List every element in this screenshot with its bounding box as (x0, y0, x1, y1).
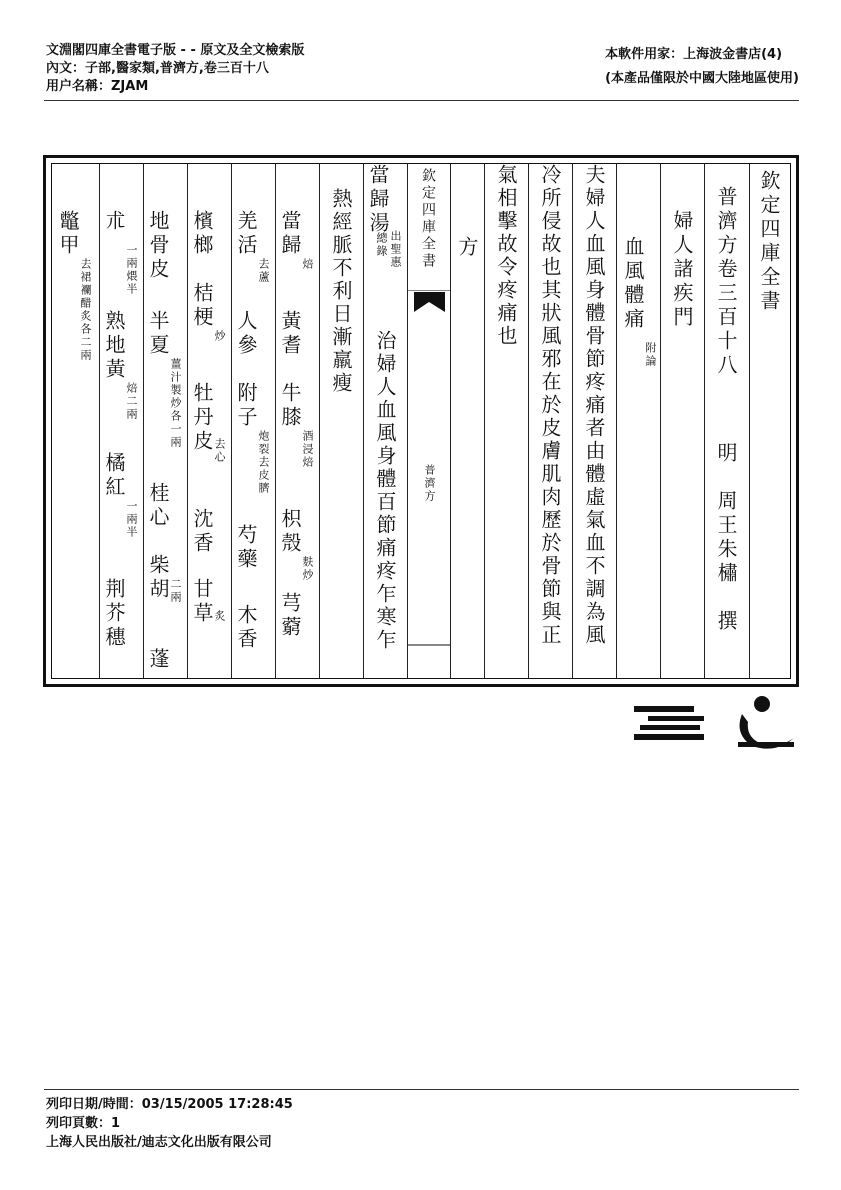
text-line: 冷所侵故也其狀風邪在於皮膚肌肉歷於骨節與正 (538, 164, 562, 647)
ingredient-note: 去裙襴醋炙各二兩 (79, 258, 92, 362)
column-16 (52, 164, 99, 678)
column-13 (187, 164, 232, 678)
header-username: 用户名稱：ZJAM (46, 79, 149, 94)
ingredient: 桔梗 (190, 282, 214, 330)
ingredient: 半夏 (146, 310, 170, 358)
ingredient-note: 焙二兩 (125, 382, 138, 421)
ingredient: 蓬 (146, 648, 170, 672)
header-divider (44, 100, 799, 101)
ingredient-note: 去蘆 (257, 258, 270, 284)
header-info (46, 42, 304, 96)
column-3 (660, 164, 705, 678)
margin-book-title: 欽定四庫全書 (420, 168, 436, 270)
ingredient-note: 炙 (213, 610, 226, 623)
header-licensee: 本軟件用家：上海波金書店(4) (605, 47, 783, 62)
text-line: 熱經脈不利日漸羸瘦 (329, 188, 353, 395)
volume-title: 普濟方卷三百十八 (714, 186, 738, 378)
ingredient: 桂心 (146, 482, 170, 530)
text-grid (51, 163, 791, 679)
ingredient: 檳榔 (190, 210, 214, 258)
ingredient-note: 二兩 (169, 578, 182, 604)
column-9 (363, 164, 408, 678)
ingredient: 鼈甲 (56, 210, 80, 258)
ingredient: 芍藥 (234, 524, 258, 572)
publisher-logo-seal (732, 694, 800, 756)
fish-tail-column (407, 164, 451, 678)
column-11 (275, 164, 320, 678)
ingredient: 熟地黃 (102, 310, 126, 382)
fish-tail-line (408, 644, 451, 646)
author-line: 明 周王朱橚 撰 (714, 442, 738, 634)
ingredient: 羌活 (234, 210, 258, 258)
fish-tail-mark (408, 290, 451, 330)
ingredient: 人參 (234, 310, 258, 358)
footer-info (46, 1095, 293, 1152)
ingredient: 木香 (234, 604, 258, 652)
subsection-note: 附論 (644, 342, 657, 368)
ingredient: 地骨皮 (146, 210, 170, 282)
ingredient-note: 一兩煨半 (125, 244, 138, 296)
ingredient-note: 薑汁製炒各一兩 (169, 358, 182, 449)
ingredient: 附子 (234, 382, 258, 430)
page-frame (43, 155, 799, 687)
print-pages: 列印頁數：1 (46, 1116, 121, 1131)
ingredient: 沈香 (190, 508, 214, 556)
column-2 (704, 164, 750, 678)
header-title: 文淵閣四庫全書電子版 - - 原文及全文檢索版 (46, 43, 305, 58)
formula-source-b: 總錄 (375, 232, 388, 258)
ingredient: 橘紅 (102, 452, 126, 500)
column-14 (143, 164, 188, 678)
publisher-logo-bars (634, 706, 706, 742)
ingredient-note: 炒 (213, 330, 226, 343)
subsection-heading: 血風體痛 (621, 236, 645, 332)
column-12 (231, 164, 276, 678)
ingredient-note: 一兩半 (125, 500, 138, 539)
ingredient: 甘草 (190, 578, 214, 626)
column-1 (749, 164, 791, 678)
column-5 (572, 164, 617, 678)
column-4 (616, 164, 661, 678)
ingredient: 黃耆 (278, 310, 302, 358)
margin-book-name: 普濟方 (423, 464, 436, 503)
ingredient: 枳殼 (278, 508, 302, 556)
ingredient: 牡丹皮 (190, 382, 214, 454)
ingredient-note: 酒浸焙 (301, 430, 314, 469)
section-heading: 婦人諸疾門 (670, 210, 694, 330)
footer-divider (44, 1089, 799, 1090)
book-title: 欽定四庫全書 (757, 170, 781, 314)
publisher: 上海人民出版社/迪志文化出版有限公司 (46, 1135, 272, 1150)
ingredient: 荆芥穗 (102, 578, 126, 650)
ingredient-note: 麩炒 (301, 556, 314, 582)
ingredient-note: 焙 (301, 258, 314, 271)
column-6 (528, 164, 573, 678)
ingredient-note: 去心 (213, 438, 226, 464)
header-license (605, 46, 799, 94)
ingredient: 朮 (102, 210, 126, 234)
text-line: 氣相擊故令疼痛也 (494, 164, 518, 348)
header-region-note: (本產品僅限於中國大陸地區使用) (605, 71, 799, 86)
ingredient: 柴胡 (146, 554, 170, 602)
ingredient-note: 炮裂去皮臍 (257, 430, 270, 495)
ingredient: 牛膝 (278, 382, 302, 430)
text-line: 夫婦人血風身體骨節疼痛者由體虛氣血不調為風 (582, 164, 606, 647)
ingredient: 當歸 (278, 210, 302, 258)
header-content-path: 內文：子部,醫家類,普濟方,卷三百十八 (46, 61, 269, 76)
formula-heading: 方 (455, 236, 479, 260)
print-datetime: 列印日期/時間：03/15/2005 17:28:45 (46, 1097, 293, 1112)
column-7 (484, 164, 529, 678)
formula-source-a: 出聖惠 (389, 230, 402, 269)
text-line: 治婦人血風身體百節痛疼乍寒乍 (373, 330, 397, 652)
column-15 (99, 164, 144, 678)
column-8 (450, 164, 485, 678)
ingredient: 芎藭 (278, 592, 302, 640)
formula-name: 當歸湯 (366, 164, 390, 236)
column-10 (319, 164, 364, 678)
